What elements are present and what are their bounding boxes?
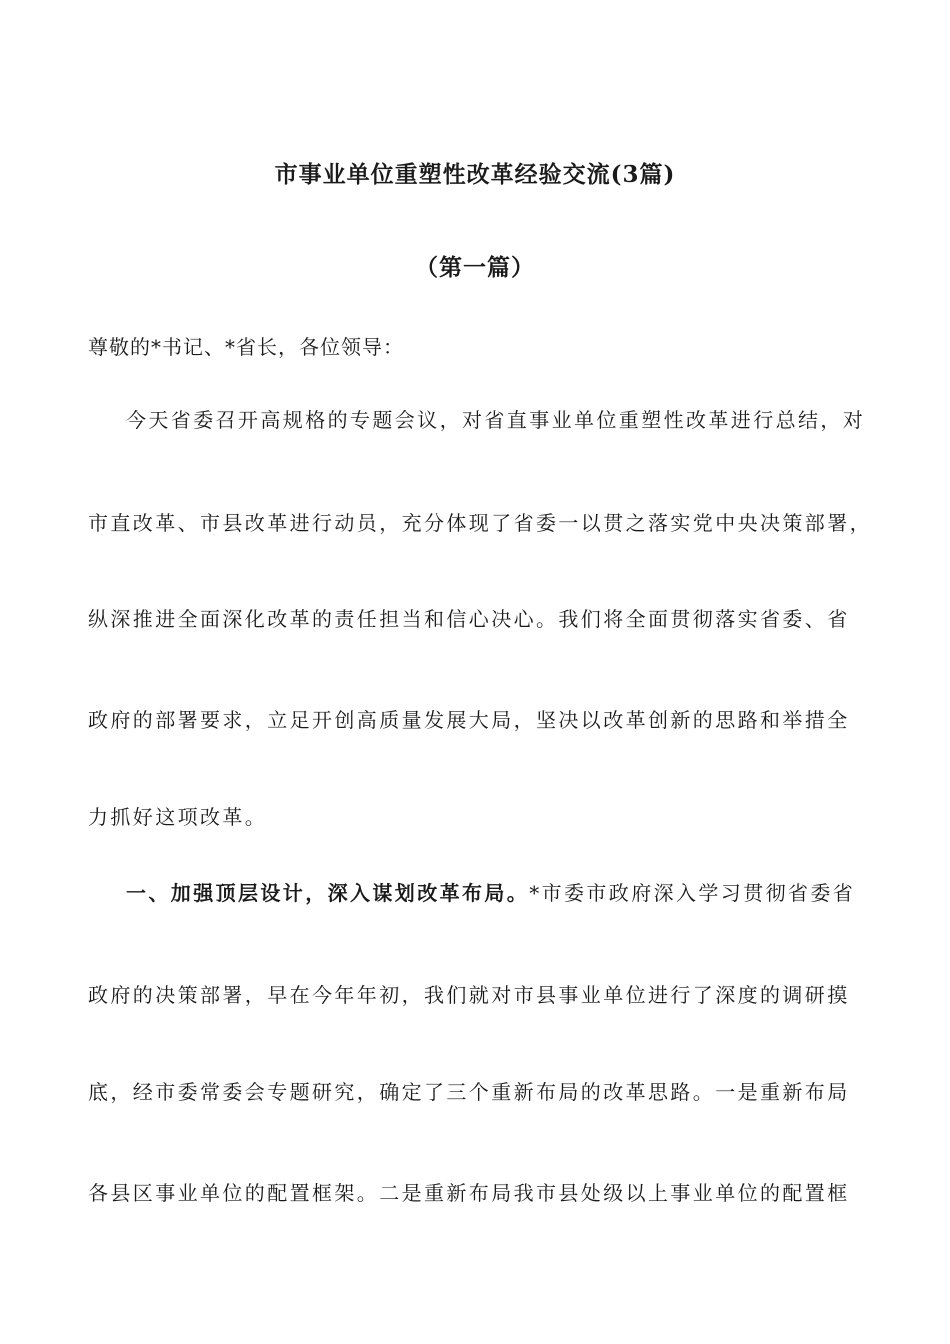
paragraph-line: 力抓好这项改革。 [88, 805, 268, 829]
paragraph-line: 底，经市委常委会专题研究，确定了三个重新布局的改革思路。一是重新布局 [88, 1080, 850, 1104]
document-title: 市事业单位重塑性改革经验交流(3篇) [274, 161, 676, 188]
section-first-line [126, 873, 906, 913]
paragraph-line: 政府的决策部署，早在今年年初，我们就对市县事业单位进行了深度的调研摸 [88, 983, 850, 1007]
paragraph-line: 政府的部署要求，立足开创高质量发展大局，坚决以改革创新的思路和举措全 [88, 708, 850, 732]
paragraph-line: 纵深推进全面深化改革的责任担当和信心决心。我们将全面贯彻落实省委、省 [88, 607, 850, 631]
salutation: 尊敬的*书记、*省长，各位领导： [88, 335, 404, 359]
section-first-line-text: *市委市政府深入学习贯彻省委省 [529, 881, 856, 905]
paragraph-line: 市直改革、市县改革进行动员，充分体现了省委一以贯之落实党中央决策部署， [88, 511, 872, 535]
document-subtitle: （第一篇） [415, 254, 535, 281]
paragraph-line: 今天省委召开高规格的专题会议，对省直事业单位重塑性改革进行总结，对 [126, 408, 866, 432]
section-heading: 一、加强顶层设计，深入谋划改革布局。 [126, 881, 530, 905]
paragraph-line: 各县区事业单位的配置框架。二是重新布局我市县处级以上事业单位的配置框 [88, 1181, 850, 1205]
